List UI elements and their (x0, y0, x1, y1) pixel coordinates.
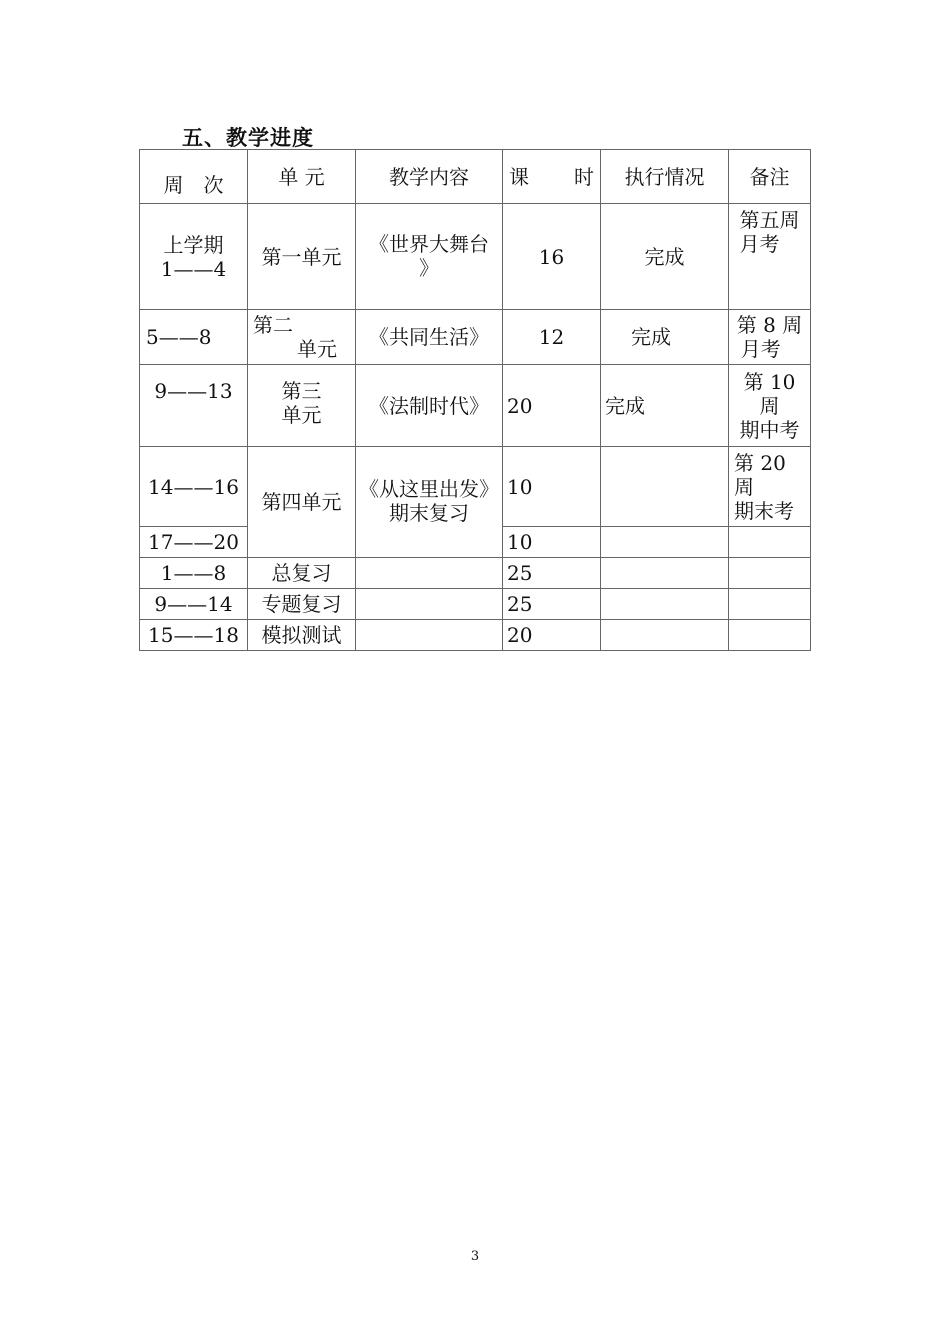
row3-notes-line3: 期中考 (739, 417, 800, 442)
row4-status (600, 446, 729, 527)
row4-content-line1: 《从这里出发》 (359, 477, 499, 501)
row2-notes (728, 309, 811, 365)
row7-hours: 25 (502, 588, 601, 620)
row3-notes-line1: 第 10 (743, 369, 796, 394)
row8-unit: 模拟测试 (247, 619, 356, 651)
header-week: 周 次 (139, 149, 248, 204)
row8-notes (728, 619, 811, 651)
row6-status (600, 557, 729, 589)
row3-notes-line2: 周 (759, 393, 780, 418)
row3-notes (728, 364, 811, 447)
row1-notes (728, 203, 811, 310)
row2-hours: 12 (502, 309, 601, 365)
row4-week: 14——16 (139, 446, 248, 527)
header-hours-a: 课 (509, 164, 529, 189)
row3-unit-line2: 单元 (281, 403, 322, 427)
schedule-table (139, 149, 811, 651)
row4-content (355, 446, 503, 558)
row8-content (355, 619, 503, 651)
row3-content: 《法制时代》 (355, 364, 503, 447)
row2-notes-line1: 第 8 周 (736, 313, 803, 337)
row4-unit: 第四单元 (247, 446, 356, 558)
row4-hours: 10 (502, 446, 601, 527)
row2-unit-line2: 单元 (297, 337, 337, 361)
row2-content: 《共同生活》 (355, 309, 503, 365)
header-hours (502, 149, 601, 204)
header-unit: 单 元 (247, 149, 356, 204)
header-hours-b: 时 (574, 164, 594, 189)
row6-notes (728, 557, 811, 589)
row8-week: 15——18 (139, 619, 248, 651)
header-notes: 备注 (728, 149, 811, 204)
row1-unit: 第一单元 (247, 203, 356, 310)
row6-content (355, 557, 503, 589)
row8-status (600, 619, 729, 651)
row1-notes-line2: 月考 (739, 232, 780, 256)
header-content: 教学内容 (355, 149, 503, 204)
row2-week: 5——8 (139, 309, 248, 365)
row5-hours: 10 (502, 526, 601, 558)
page-number: 3 (470, 1249, 480, 1264)
row4-notes-line3: 期末考 (734, 498, 794, 523)
row2-unit-line1: 第二 (253, 313, 293, 337)
row1-week-line1: 上学期 (163, 232, 224, 257)
row1-week (139, 203, 248, 310)
row1-content-line1: 《世界大舞台 (369, 232, 489, 256)
row4-notes (728, 446, 811, 527)
row3-unit (247, 364, 356, 447)
row1-notes-line1: 第五周 (739, 208, 800, 232)
row1-status: 完成 (600, 203, 729, 310)
row4-content-line2: 期末复习 (389, 501, 469, 525)
row1-hours: 16 (502, 203, 601, 310)
row1-content (355, 203, 503, 310)
header-status: 执行情况 (600, 149, 729, 204)
row3-status: 完成 (600, 364, 729, 447)
row3-week: 9——13 (139, 364, 248, 447)
row8-hours: 20 (502, 619, 601, 651)
row6-unit: 总复习 (247, 557, 356, 589)
row7-week: 9——14 (139, 588, 248, 620)
section-heading: 五、教学进度 (182, 126, 314, 150)
row3-unit-line1: 第三 (281, 379, 322, 403)
row2-status: 完成 (600, 309, 729, 365)
row7-content (355, 588, 503, 620)
row5-status (600, 526, 729, 558)
row7-unit: 专题复习 (247, 588, 356, 620)
row5-notes (728, 526, 811, 558)
row6-hours: 25 (502, 557, 601, 589)
row5-week: 17——20 (139, 526, 248, 558)
row7-notes (728, 588, 811, 620)
row7-status (600, 588, 729, 620)
row4-notes-line1: 第 20 (734, 450, 786, 475)
row2-unit (247, 309, 356, 365)
row2-notes-line2: 月考 (740, 337, 781, 361)
row4-notes-line2: 周 (734, 474, 754, 499)
row1-content-line2: 》 (419, 256, 439, 280)
row3-hours: 20 (502, 364, 601, 447)
row1-week-line2: 1——4 (160, 256, 227, 281)
row6-week: 1——8 (139, 557, 248, 589)
